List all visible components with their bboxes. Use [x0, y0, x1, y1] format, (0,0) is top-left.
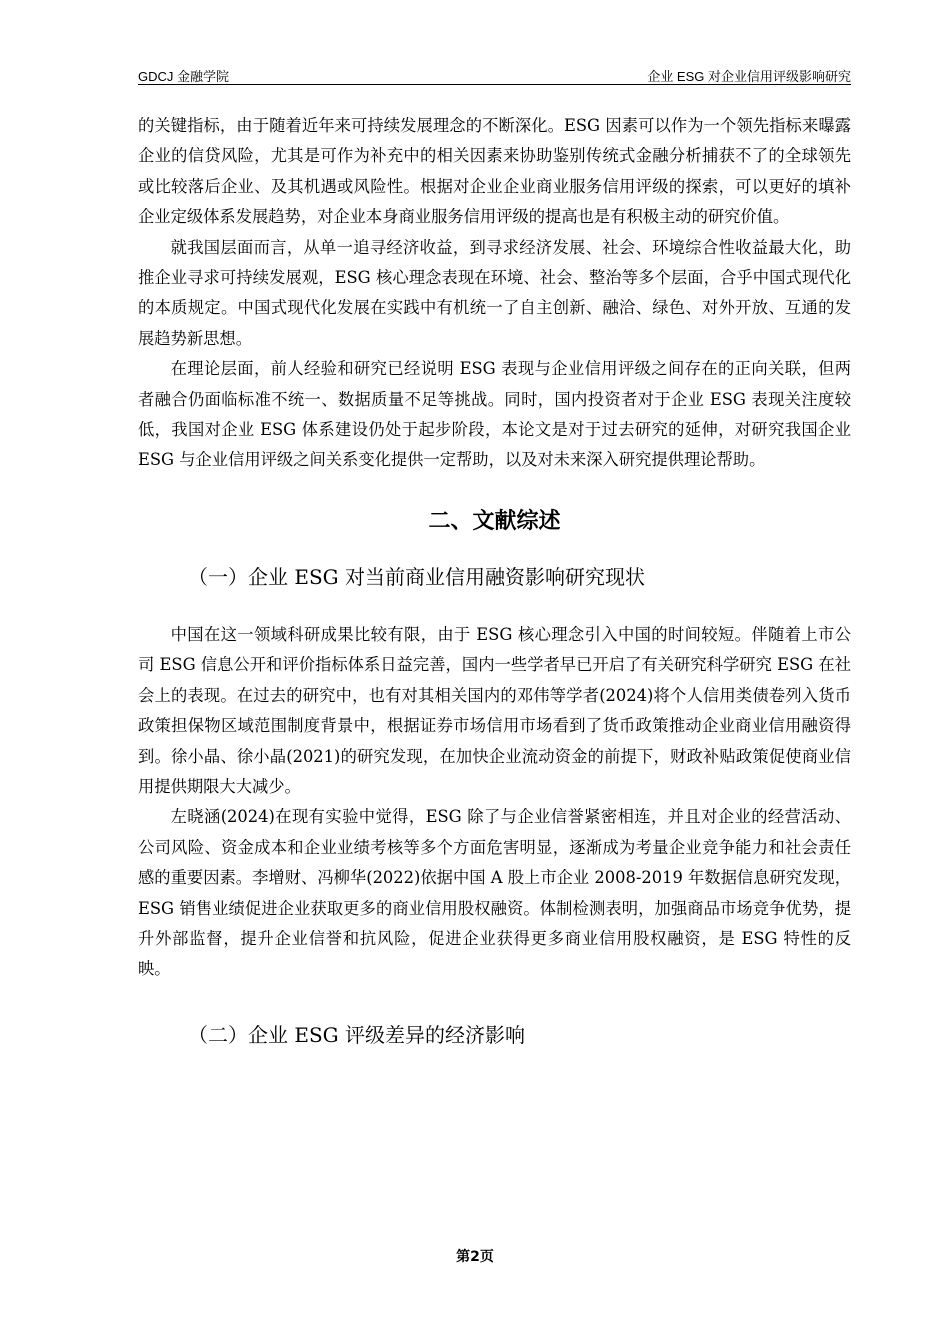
paragraph-4: 中国在这一领域科研成果比较有限，由于 ESG 核心理念引入中国的时间较短。伴随着上市公司 ESG 信息公开和评价指标体系日益完善，国内一些学者早已开启了有关研究科学研究 ESG 在社会上的表现。在过去的研究中，也有对其相关国内的邓伟等学者(2024)将个人信用类债卷列入货币政策担保物区域范围制度背景中，根据证券市场信用市场看到了货币政策推动企业商业信用融资得到。徐小晶、徐小晶(2021)的研究发现，在加快企业流动资金的前提下，财政补贴政策促使商业信用提供期限大大减少。	[138, 624, 851, 796]
paragraph-1: 的关键指标，由于随着近年来可持续发展理念的不断深化。ESG 因素可以作为一个领先指标来曝露企业的信贷风险，尤其是可作为补充中的相关因素来协助鉴别传统式金融分析捕获不了的全球领先或比较落后企业、及其机遇或风险性。根据对企业企业商业服务信用评级的探索，可以更好的填补企业定级体系发展趋势，对企业本身商业服务信用评级的提高也是有积极主动的研究价值。	[138, 116, 851, 227]
page-number: 第2页	[456, 1249, 494, 1265]
paragraph-2: 就我国层面而言，从单一追寻经济收益，到寻求经济发展、社会、环境综合性收益最大化，助推企业寻求可持续发展观，ESG 核心理念表现在环境、社会、整治等多个层面，合乎中国式现代化的本质规定。中国式现代化发展在实践中有机统一了自主创新、融洽、绿色、对外开放、互通的发展趋势新思想。	[138, 237, 851, 348]
header-right-title: 企业 ESG 对企业信用评级影响研究	[647, 69, 851, 84]
paragraph-5: 左晓涵(2024)在现有实验中觉得，ESG 除了与企业信誉紧密相连，并且对企业的经营活动、公司风险、资金成本和企业业绩考核等多个方面危害明显，逐渐成为考量企业竞争能力和社会责任感的重要因素。李增财、冯柳华(2022)依据中国 A 股上市企业 2008-2019 年数据信息研究发现，ESG 销售业绩促进企业获取更多的商业信用股权融资。体制检测表明，加强商品市场竞争优势，提升外部监督，提升企业信誉和抗风险，促进企业获得更多商业信用股权融资，是 ESG 特性的反映。	[138, 807, 851, 979]
paragraph-3: 在理论层面，前人经验和研究已经说明 ESG 表现与企业信用评级之间存在的正向关联，但两者融合仍面临标准不统一、数据质量不足等挑战。同时，国内投资者对于企业 ESG 表现关注度较低，我国对企业 ESG 体系建设仍处于起步阶段，本论文是对于过去研究的延伸，对研究我国企业 ESG 与企业信用评级之间关系变化提供一定帮助，以及对未来深入研究提供理论帮助。	[138, 359, 851, 470]
header-left-text: GDCJ 金融学院	[138, 69, 230, 84]
page-content	[138, 111, 851, 1048]
page-header	[138, 64, 851, 85]
section-heading: 二、文献综述	[428, 508, 561, 534]
subsection-heading-2: （二）企业 ESG 评级差异的经济影响	[188, 1022, 525, 1047]
subsection-heading-1: （一）企业 ESG 对当前商业信用融资影响研究现状	[188, 564, 645, 589]
